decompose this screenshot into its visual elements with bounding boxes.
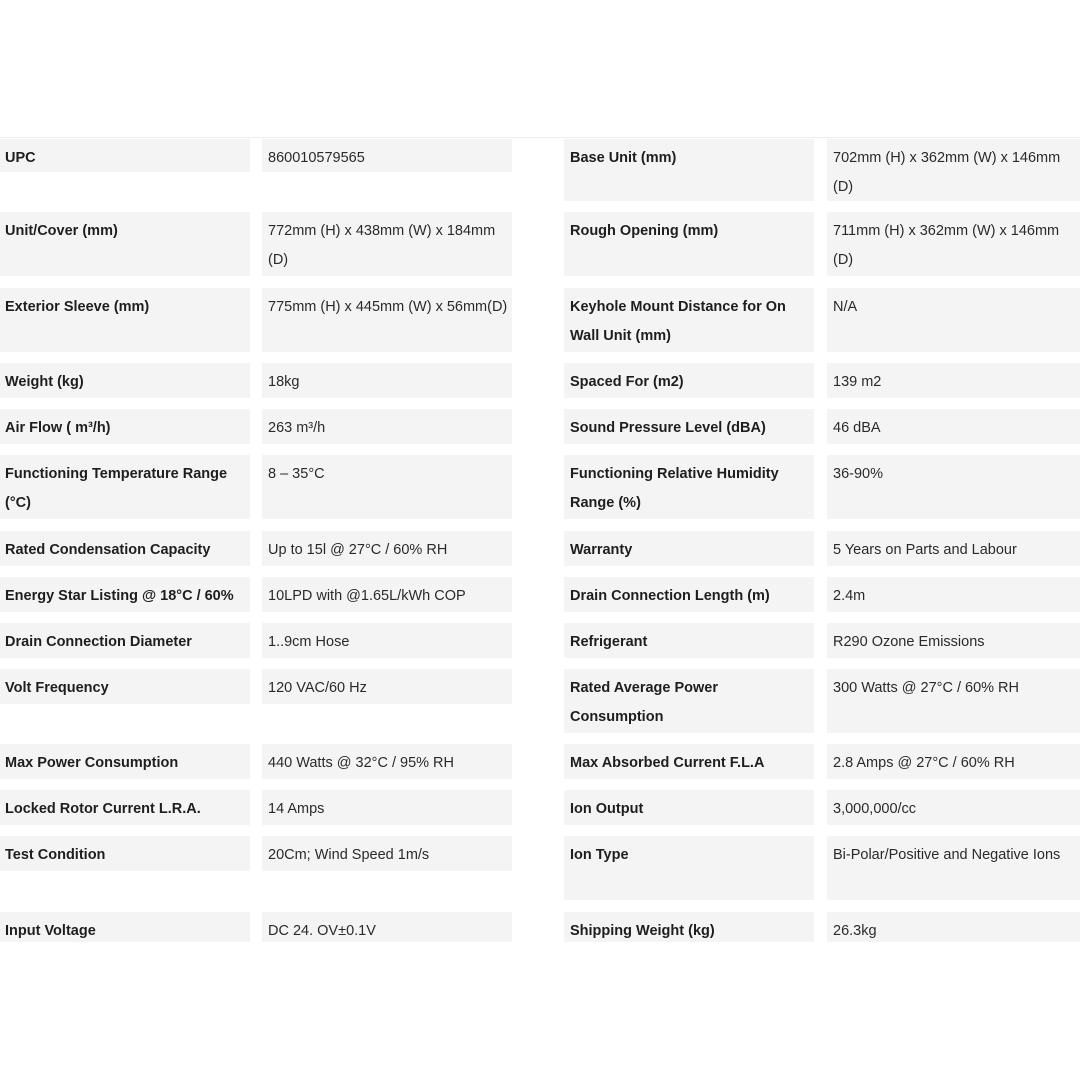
table-row — [0, 409, 1080, 455]
spec-value: Up to 15l @ 27°C / 60% RH — [262, 531, 512, 566]
spec-value: 1..9cm Hose — [262, 623, 512, 658]
spec-value: 3,000,000/cc — [827, 790, 1080, 825]
spec-label: Rough Opening (mm) — [564, 212, 814, 276]
spec-value: 120 VAC/60 Hz — [262, 669, 512, 704]
table-row — [0, 363, 1080, 409]
spec-value: 5 Years on Parts and Labour — [827, 531, 1080, 566]
spec-label: UPC — [0, 139, 250, 172]
spec-value: 20Cm; Wind Speed 1m/s — [262, 836, 512, 871]
spec-value: 702mm (H) x 362mm (W) x 146mm (D) — [827, 139, 1080, 201]
table-row — [0, 744, 1080, 790]
spec-label: Input Voltage — [0, 912, 250, 942]
spec-value: 10LPD with @1.65L/kWh COP — [262, 577, 512, 612]
spec-label: Sound Pressure Level (dBA) — [564, 409, 814, 444]
table-top-divider — [0, 137, 1080, 138]
spec-label: Functioning Relative Humidity Range (%) — [564, 455, 814, 519]
spec-label: Refrigerant — [564, 623, 814, 658]
table-row — [0, 836, 1080, 912]
spec-label: Locked Rotor Current L.R.A. — [0, 790, 250, 825]
spec-label: Weight (kg) — [0, 363, 250, 398]
spec-value: 2.8 Amps @ 27°C / 60% RH — [827, 744, 1080, 779]
spec-label: Max Absorbed Current F.L.A — [564, 744, 814, 779]
spec-value: 26.3kg — [827, 912, 1080, 942]
table-row — [0, 288, 1080, 363]
table-row — [0, 790, 1080, 836]
spec-value: R290 Ozone Emissions — [827, 623, 1080, 658]
table-row — [0, 455, 1080, 531]
spec-label: Functioning Temperature Range (°C) — [0, 455, 250, 519]
spec-value: 775mm (H) x 445mm (W) x 56mm(D) — [262, 288, 512, 352]
spec-label: Drain Connection Length (m) — [564, 577, 814, 612]
spec-value: 440 Watts @ 32°C / 95% RH — [262, 744, 512, 779]
table-row — [0, 531, 1080, 577]
spec-value: 711mm (H) x 362mm (W) x 146mm (D) — [827, 212, 1080, 276]
spec-value: 139 m2 — [827, 363, 1080, 398]
spec-label: Spaced For (m2) — [564, 363, 814, 398]
spec-label: Warranty — [564, 531, 814, 566]
spec-label: Keyhole Mount Distance for On Wall Unit (mm) — [564, 288, 814, 352]
spec-label: Ion Type — [564, 836, 814, 900]
spec-label: Test Condition — [0, 836, 250, 871]
spec-label: Energy Star Listing @ 18°C / 60% — [0, 577, 250, 612]
spec-label: Rated Average Power Consumption — [564, 669, 814, 733]
spec-value: 2.4m — [827, 577, 1080, 612]
spec-label: Air Flow ( m³/h) — [0, 409, 250, 444]
spec-value: Bi-Polar/Positive and Negative Ions — [827, 836, 1080, 900]
spec-label: Base Unit (mm) — [564, 139, 814, 201]
spec-label: Rated Condensation Capacity — [0, 531, 250, 566]
spec-label: Drain Connection Diameter — [0, 623, 250, 658]
spec-value: 36-90% — [827, 455, 1080, 519]
spec-value: 14 Amps — [262, 790, 512, 825]
spec-label: Shipping Weight (kg) — [564, 912, 814, 942]
spec-value: 263 m³/h — [262, 409, 512, 444]
specifications-table — [0, 139, 1080, 947]
spec-label: Max Power Consumption — [0, 744, 250, 779]
spec-label: Unit/Cover (mm) — [0, 212, 250, 276]
spec-label: Ion Output — [564, 790, 814, 825]
spec-label: Exterior Sleeve (mm) — [0, 288, 250, 352]
spec-value: DC 24. OV±0.1V — [262, 912, 512, 942]
spec-value: 860010579565 — [262, 139, 512, 172]
spec-value: 8 – 35°C — [262, 455, 512, 519]
spec-value: 300 Watts @ 27°C / 60% RH — [827, 669, 1080, 733]
table-row — [0, 912, 1080, 947]
table-row — [0, 139, 1080, 212]
spec-value: 18kg — [262, 363, 512, 398]
table-row — [0, 669, 1080, 744]
spec-label: Volt Frequency — [0, 669, 250, 704]
spec-value: N/A — [827, 288, 1080, 352]
spec-value: 46 dBA — [827, 409, 1080, 444]
table-row — [0, 212, 1080, 288]
table-row — [0, 623, 1080, 669]
spec-value: 772mm (H) x 438mm (W) x 184mm (D) — [262, 212, 512, 276]
table-row — [0, 577, 1080, 623]
